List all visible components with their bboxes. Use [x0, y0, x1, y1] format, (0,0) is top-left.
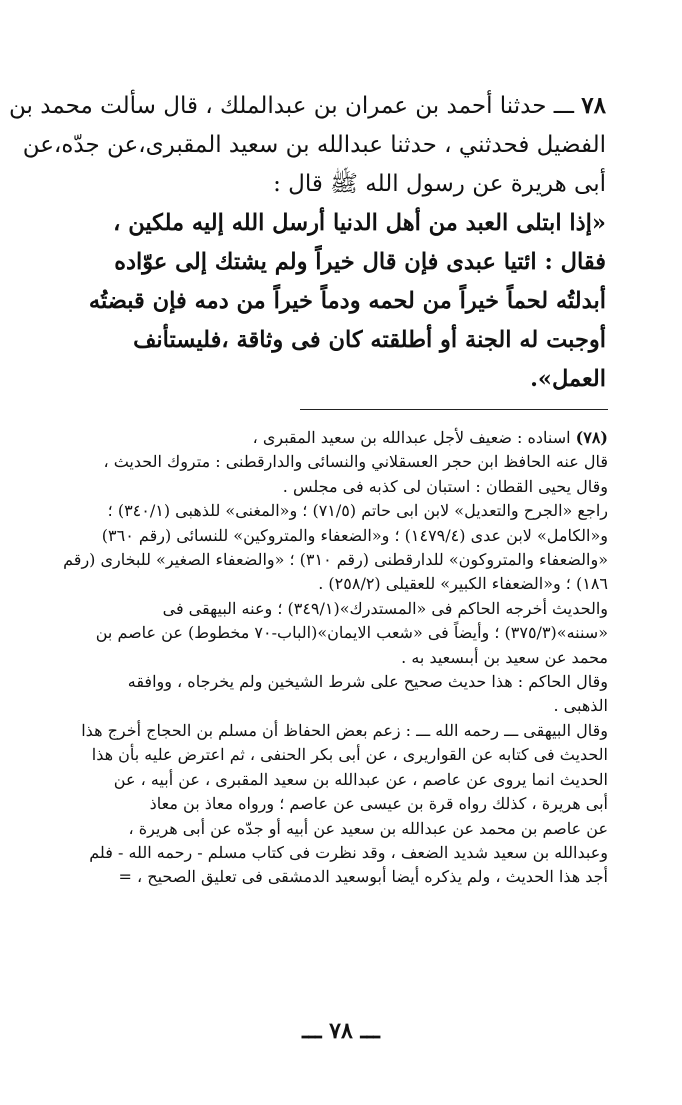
footnote-line: الذهبى .: [553, 696, 608, 716]
footnote-line: ١٨٦) ؛ و«الضعفاء الكبير» للعقيلى (٢٥٨/٢) .: [318, 574, 608, 594]
footnote-line: أبى هريرة ، كذلك رواه قرة بن عيسى عن عاصم ؛ ورواه معاذ بن معاذ: [149, 794, 608, 814]
footnote-line: وقال البيهقى ـــ رحمه الله ـــ : زعم بعض الحفاظ أن مسلم بن الحجاج أخرج هذا: [81, 720, 608, 740]
hadith-quote-line: أوجبت له الجنة أو أطلقته كان فى وثاقة ،فليستأنف: [133, 327, 606, 353]
footnote-line-text: اسناده : ضعيف لأجل عبدالله بن سعيد المقبرى ،: [252, 428, 571, 447]
hadith-text: [9, 86, 606, 399]
page-number: ـــ ٧٨ ـــ: [302, 1018, 380, 1044]
footnotes: [60, 426, 608, 890]
hadith-quote-line: أبدلتُه لحماً خيراً من لحمه ودماً خيراً من دمه فإن قبضتُه: [88, 288, 606, 314]
footnote-line: وعبدالله بن سعيد شديد الضعف ، وقد نظرت فى كتاب مسلم - رحمه الله - فلم: [89, 842, 608, 862]
footnote-number: (٧٨): [575, 428, 608, 447]
footnote-line: «والضعفاء والمتروكون» للدارقطنى (رقم ٣١٠) ؛ «والضعفاء الصغير» للبخارى (رقم: [63, 550, 608, 570]
footnote-line: والحديث أخرجه الحاكم فى «المستدرك»(٣٤٩/١) ؛ وعنه البيهقى فى: [162, 598, 608, 618]
hadith-line-text: ـــ حدثنا أحمد بن عمران بن عبدالملك ، قال سألت محمد بن: [9, 93, 574, 119]
footnote-divider: [300, 409, 608, 410]
footnote-line: «سننه»(٣٧٥/٣) ؛ وأيضاً فى «شعب الايمان»(الباب-٧٠ مخطوط) عن عاصم بن: [95, 623, 608, 643]
hadith-quote-line: «إذا ابتلى العبد من أهل الدنيا أرسل الله إليه ملكين ،: [113, 210, 606, 236]
footnote-line: وقال يحيى القطان : استبان لى كذبه فى مجلس .: [282, 476, 608, 496]
hadith-line: أبى هريرة عن رسول الله ﷺ قال :: [273, 171, 606, 197]
hadith-line: الفضيل فحدثني ، حدثنا عبدالله بن سعيد المقبرى،عن جدّه،عن: [22, 132, 606, 158]
hadith-quote-line: العمل».: [530, 366, 606, 392]
footnote-line: عن عاصم بن محمد عن عبدالله بن سعيد عن أبيه أو جدّه عن أبى هريرة ،: [128, 818, 608, 838]
footnote-line: [60, 426, 608, 450]
footnote-line: محمد عن سعيد بن أبىسعيد به .: [401, 647, 608, 667]
footnote-line: و«الكامل» لابن عدى (١٤٧٩/٤) ؛ و«الضعفاء والمتروكين» للنسائى (رقم ٣٦٠): [101, 525, 608, 545]
footnote-line: أجد هذا الحديث ، ولم يذكره أيضا أبوسعيد الدمشقى فى تعليق الصحيح ، =: [118, 867, 608, 887]
footnote-line: الحديث انما يروى عن عاصم ، عن عبدالله بن سعيد المقبرى ، عن أبيه ، عن: [113, 769, 608, 789]
footnote-line: راجع «الجرح والتعديل» لابن ابى حاتم (٧١/٥) ؛ و«المغنى» للذهبى (٣٤٠/١) ؛: [107, 501, 608, 521]
hadith-quote-line: فقال : ائتيا عبدى فإن قال خيراً ولم يشتك إلى عوّاده: [114, 249, 606, 275]
footnote-line: وقال الحاكم : هذا حديث صحيح على شرط الشيخين ولم يخرجاه ، ووافقه: [127, 672, 608, 692]
footnote-line: قال عنه الحافظ ابن حجر العسقلاني والنسائى والدارقطنى : متروك الحديث ،: [103, 452, 608, 472]
hadith-number: ٧٨: [581, 92, 606, 119]
hadith-line: [9, 86, 606, 126]
footnote-line: الحديث فى كتابه عن القواريرى ، عن أبى بكر الحنفى ، ثم اعترض عليه بأن هذا: [91, 745, 608, 765]
